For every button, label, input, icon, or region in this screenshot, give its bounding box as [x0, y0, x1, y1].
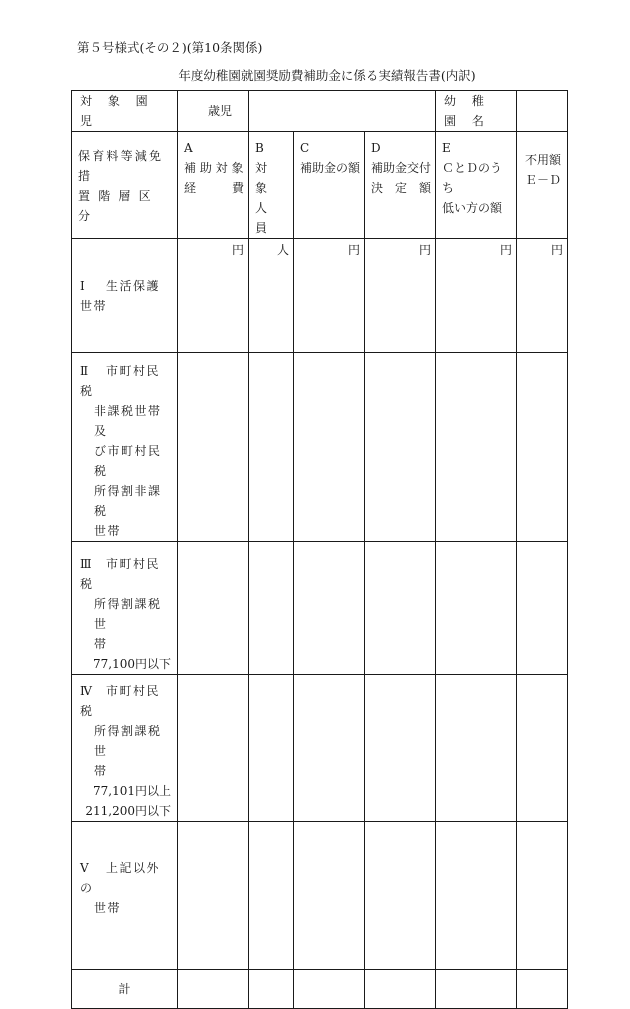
kindergarten-name-field[interactable]	[517, 91, 568, 132]
cell-d[interactable]	[365, 353, 436, 542]
cell-e[interactable]	[436, 542, 517, 675]
cell-f[interactable]	[517, 675, 568, 822]
unit-label: 人	[276, 243, 289, 257]
cell-d[interactable]	[365, 542, 436, 675]
column-header-row	[72, 132, 568, 239]
cell-f[interactable]	[517, 353, 568, 542]
cell-f[interactable]	[517, 822, 568, 970]
form-id: 第５号様式(その２)(第10条関係)	[77, 40, 263, 55]
cell-a[interactable]	[178, 239, 249, 353]
cell-a[interactable]	[178, 822, 249, 970]
cell-c[interactable]	[294, 822, 365, 970]
total-row	[72, 970, 568, 1009]
cell-a[interactable]	[178, 675, 249, 822]
category-label: Ⅱ 市町村民税 非課税世帯及 び市町村民税 所得割非課税 世帯	[72, 353, 178, 542]
cell-d[interactable]	[365, 822, 436, 970]
table-row	[72, 542, 568, 675]
table-row	[72, 353, 568, 542]
cell-e[interactable]	[436, 353, 517, 542]
cell-d[interactable]	[365, 239, 436, 353]
cell-f[interactable]	[517, 239, 568, 353]
unit-label: 円	[419, 243, 432, 257]
col-header-e: E ＣとＤのうち 低い方の額	[436, 132, 517, 239]
table-row	[72, 675, 568, 822]
category-label: Ⅲ 市町村民税 所得割課税世 帯 77,100円以下	[72, 542, 178, 675]
category-label: Ⅴ 上記以外の 世帯	[72, 822, 178, 970]
cell-f[interactable]	[517, 970, 568, 1009]
col-header-f: 不用額 Ｅ－Ｄ	[517, 132, 568, 239]
report-title: 年度幼稚園就園奨励費補助金に係る実績報告書(内訳)	[178, 68, 476, 83]
cell-b[interactable]	[249, 675, 294, 822]
subject-child-label: 対 象 園 児	[72, 91, 178, 132]
unit-label: 円	[551, 243, 564, 257]
col-header-category: 保育料等減免措 置 階 層 区 分	[72, 132, 178, 239]
col-header-c: C 補助金の額	[294, 132, 365, 239]
category-label: Ⅰ 生活保護世帯	[72, 239, 178, 353]
cell-b[interactable]	[249, 239, 294, 353]
cell-c[interactable]	[294, 970, 365, 1009]
cell-c[interactable]	[294, 353, 365, 542]
col-header-b: B 対 象 人 員	[249, 132, 294, 239]
cell-b[interactable]	[249, 353, 294, 542]
report-table	[71, 90, 568, 1009]
cell-f[interactable]	[517, 542, 568, 675]
unit-label: 円	[347, 243, 360, 257]
category-label: Ⅳ 市町村民税 所得割課税世 帯 77,101円以上 211,200円以下	[72, 675, 178, 822]
cell-b[interactable]	[249, 542, 294, 675]
table-row	[72, 239, 568, 353]
cell-d[interactable]	[365, 675, 436, 822]
total-label: 計	[72, 970, 178, 1009]
blank-cell	[249, 91, 436, 132]
age-field[interactable]: 歳児	[178, 91, 249, 132]
unit-label: 円	[500, 243, 513, 257]
header-info-row	[72, 91, 568, 132]
cell-c[interactable]	[294, 239, 365, 353]
cell-d[interactable]	[365, 970, 436, 1009]
cell-e[interactable]	[436, 239, 517, 353]
cell-e[interactable]	[436, 822, 517, 970]
col-header-d: D 補助金交付 決 定 額	[365, 132, 436, 239]
cell-e[interactable]	[436, 970, 517, 1009]
cell-c[interactable]	[294, 542, 365, 675]
unit-label: 円	[231, 243, 244, 257]
cell-b[interactable]	[249, 822, 294, 970]
cell-c[interactable]	[294, 675, 365, 822]
cell-a[interactable]	[178, 970, 249, 1009]
cell-b[interactable]	[249, 970, 294, 1009]
cell-e[interactable]	[436, 675, 517, 822]
table-row	[72, 822, 568, 970]
cell-a[interactable]	[178, 353, 249, 542]
kindergarten-name-label: 幼 稚 園 名	[436, 91, 517, 132]
col-header-a: A 補 助 対 象 経 費	[178, 132, 249, 239]
cell-a[interactable]	[178, 542, 249, 675]
